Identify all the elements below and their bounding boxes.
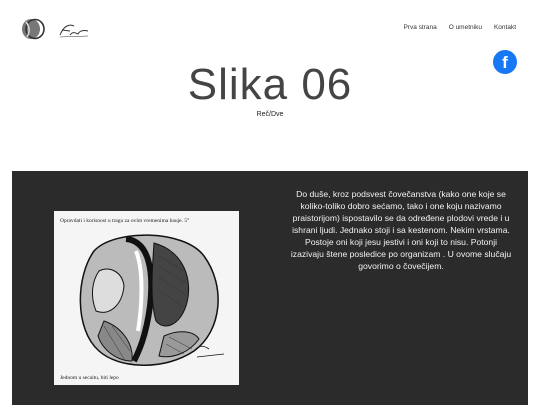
nav-contact[interactable]: Kontakt <box>493 24 516 31</box>
artwork-image[interactable] <box>54 211 239 385</box>
artwork-panel <box>12 171 528 405</box>
nav-about-artist[interactable]: O umetniku <box>448 24 482 31</box>
nav-home[interactable]: Prva strana <box>403 24 437 31</box>
page-title: Slika 06 <box>187 60 353 109</box>
facebook-icon: f <box>502 53 508 72</box>
site-header <box>0 0 540 60</box>
artwork-caption-bottom: Jednom u secaitu, biti lepo <box>60 375 119 381</box>
artwork-description: Do duše, kroz podsvest čovečanstva (kako one koje se koliko-toliko dobro sećamo, tako i one koju nazivamo praistorijom) ispostavilo se da određene plodovi vrede i u ishrani ljudi. Jednako stoji i sa kestenom. Nekim vrstama. Postoje oni koji jesu jestivi i oni koji to nisu. Potonji izazivaju štene posledice po organizam . U ovome slučaju govorimo o čovečijem. <box>290 189 512 271</box>
signature-logo[interactable] <box>58 21 90 39</box>
artwork-caption-top: Opravdati i korisnost u tragu za ovim vremenima bauje. 5° <box>60 218 190 224</box>
main-nav <box>391 24 516 31</box>
logo-icon[interactable] <box>20 18 48 40</box>
page-subtitle: Reč/Dve <box>256 111 284 118</box>
artwork-drawing <box>54 211 239 385</box>
